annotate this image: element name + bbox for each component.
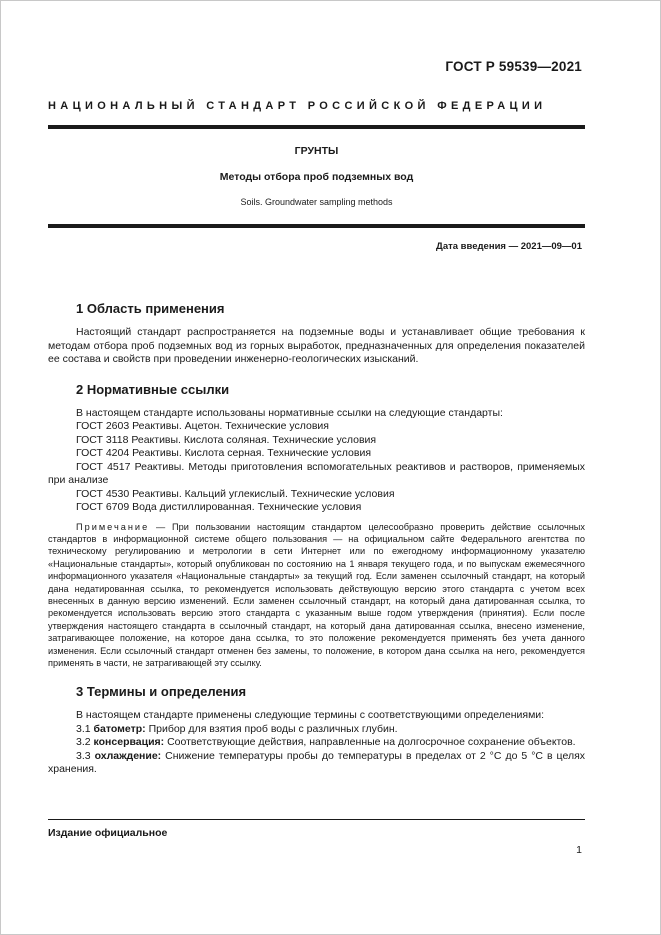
section-heading: 1 Область применения (76, 301, 225, 316)
standard-subtitle: Методы отбора проб подземных вод (219, 171, 414, 183)
section-heading: 3 Термины и определения (76, 684, 247, 700)
title-top-rule (48, 125, 585, 129)
paragraph: В настоящем стандарте использованы нормативные ссылки на следующие стандарты: (76, 406, 503, 419)
paragraph: В настоящем стандарте применены следующие термины с соответствующими определениями: (76, 709, 545, 722)
term: батометр: (93, 722, 146, 735)
reference-item: ГОСТ 4204 Реактивы. Кислота серная. Технические условия (76, 447, 372, 459)
reference-item: ГОСТ 2603 Реактивы. Ацетон. Технические условия (76, 420, 329, 432)
note-text: — При пользовании настоящим стандартом целесообразно проверить действие ссылочных стандартов в информационной системе общего пользования — на официальном сайте Федерального агентства по техническому регулированию и метрологии в сети Интернет или по ежегодному информационному указателю «Национальные стандарты», который опубликован по состоянию на 1 января текущего года, и по выпускам ежемесячного информационного указателя «Национальные стандарты» за текущий год. Если заменен ссылочный стандарт, на который дана недатированная ссылка, то рекомендуется использовать действующую версию этого стандарта с учетом всех внесенных в данную версию изменений. Если заменен ссылочный стандарт, на который дана датированная ссылка, то рекомендуется использовать версию этого стандарта с указанным выше годом утверждения (принятия). Если после утверждения настоящего стандарта в ссылочный стандарт, на который дана датированная ссылка, внесено изменение, затрагивающее положение, на которое дана ссылка, то это положение рекомендуется применять без учета данного изменения. Если ссылочный стандарт отменен без замены, то положение, в котором дана ссылка на него, рекомендуется применять в части, не затрагивающей эту ссылку. (48, 521, 585, 668)
introduction-date: Дата введения — 2021—09—01 (436, 241, 582, 252)
standard-title: ГРУНТЫ (294, 145, 339, 157)
reference-item: ГОСТ 6709 Вода дистиллированная. Технические условия (76, 501, 362, 513)
reference-item: ГОСТ 4517 Реактивы. Методы приготовления вспомогательных реактивов и растворов, применяемых при анализе (48, 460, 585, 486)
reference-item: ГОСТ 3118 Реактивы. Кислота соляная. Технические условия (76, 433, 377, 446)
official-edition-label: Издание официальное (48, 827, 168, 839)
section-normative-references (48, 381, 585, 670)
standard-title-english: Soils. Groundwater sampling methods (240, 197, 393, 207)
national-standard-heading: НАЦИОНАЛЬНЫЙ СТАНДАРТ РОССИЙСКОЙ ФЕДЕРАЦИИ (48, 100, 547, 112)
reference-item: ГОСТ 4530 Реактивы. Кальций углекислый. Технические условия (76, 487, 395, 500)
term: охлаждение: (94, 749, 162, 762)
term-definition: 3.1 батометр: Прибор для взятия проб воды с различных глубин. (76, 722, 398, 735)
note-block (48, 521, 585, 670)
page-number: 1 (576, 844, 582, 856)
term-definition: 3.2 консервация: Соответствующие действия, направленные на долгосрочное сохранение объектов. (76, 736, 576, 749)
term-definition: 3.3 охлаждение: Снижение температуры пробы до температуры в пределах от 2 °C до 5 °C в целях хранения. (48, 749, 586, 776)
title-bottom-rule (48, 224, 585, 228)
footer-rule (48, 819, 585, 820)
section-heading: 2 Нормативные ссылки (76, 381, 230, 397)
document-number: ГОСТ Р 59539—2021 (445, 59, 582, 74)
section-scope (48, 300, 585, 367)
term: консервация: (93, 736, 165, 749)
note-label: Примечание (76, 521, 150, 532)
section-terms (48, 683, 585, 777)
paragraph: Настоящий стандарт распространяется на подземные воды и устанавливает общие требования к методам отбора проб подземных вод из горных выработок, предназначенных для определения показателей ее состава и свойств при проведении инженерно-геологических изысканий. (48, 326, 585, 365)
document-body (48, 300, 585, 791)
